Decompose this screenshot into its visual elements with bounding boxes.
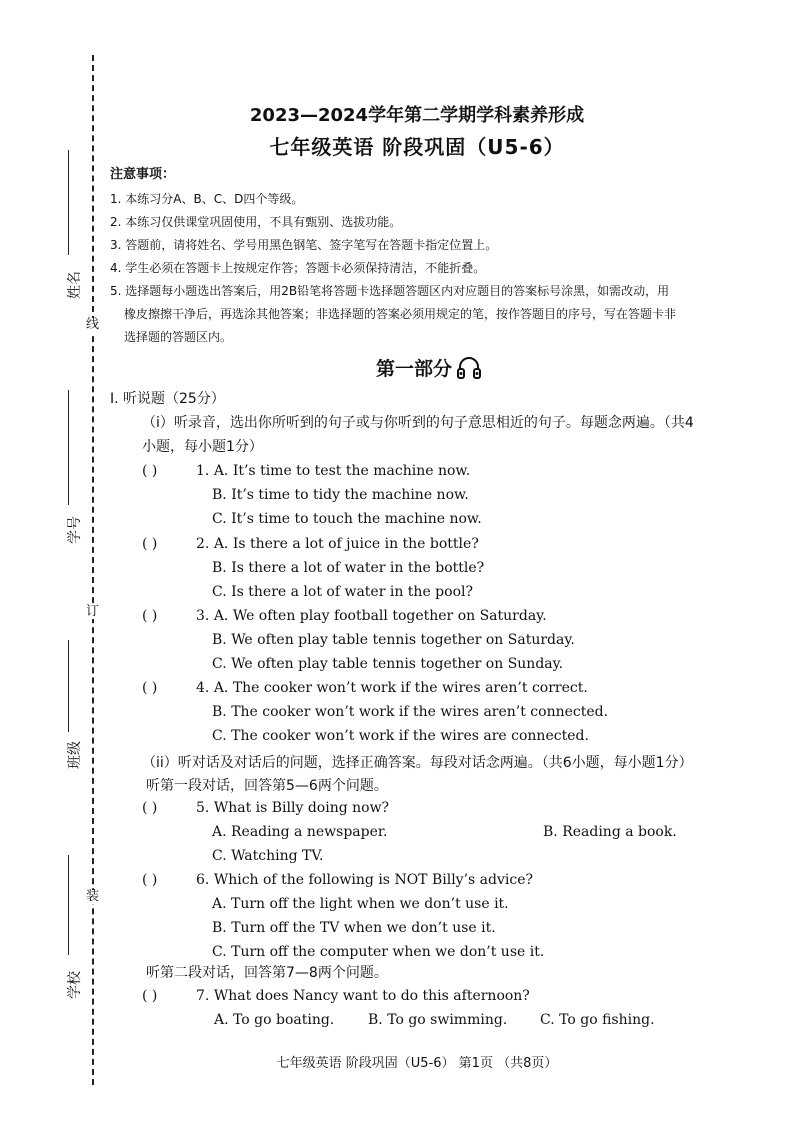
answer-blank[interactable]: ( )	[142, 608, 158, 624]
note-item: 3. 答题前，请将姓名、学号用黑色钢笔、签字笔写在答题卡指定位置上。	[110, 238, 498, 252]
option-b: B. It’s time to tidy the machine now.	[212, 487, 469, 503]
student-id-blank[interactable]	[68, 390, 69, 505]
option-c: C. It’s time to touch the machine now.	[212, 511, 482, 527]
option-c: C. We often play table tennis together on Sunday.	[212, 656, 564, 672]
part-one-title: 第一部分	[376, 358, 453, 380]
name-label: 姓名	[67, 271, 83, 299]
option-a: A. The cooker won’t work if the wires aren’t correct.	[213, 680, 588, 696]
exam-title-line1: 2023—2024学年第二学期学科素养形成	[249, 105, 585, 126]
sub-instruction-i: （i）听录音，选出你所听到的句子或与你听到的句子意思相近的句子。每题念两遍。（共4	[142, 415, 694, 431]
option-c: C. The cooker won’t work if the wires are connected.	[212, 728, 589, 744]
page-footer: 七年级英语 阶段巩固（U5-6） 第1页 （共8页）	[276, 1056, 558, 1071]
answer-blank[interactable]: ( )	[142, 463, 158, 479]
binding-mark-zhuang: 装	[86, 889, 100, 904]
answer-blank[interactable]: ( )	[142, 800, 158, 816]
answer-blank[interactable]: ( )	[142, 988, 158, 1004]
option-b: B. Reading a book.	[543, 824, 677, 840]
note-item: 5. 选择题每小题选出答案后，用2B铅笔将答题卡选择题答题区内对应题目的答案标号涂黑，如需改动，用	[110, 284, 670, 298]
binding-mark-line: 线	[86, 317, 100, 332]
question-7	[142, 988, 530, 1004]
question-2	[142, 536, 479, 552]
note-item: 4. 学生必须在答题卡上按规定作答；答题卡必须保持清洁，不能折叠。	[110, 261, 486, 275]
question-number: 5.	[196, 800, 210, 816]
class-field[interactable]	[52, 640, 82, 770]
exam-title-line2: 七年级英语 阶段巩固（U5-6）	[269, 135, 565, 159]
option-b: B. The cooker won’t work if the wires aren’t connected.	[212, 704, 609, 720]
sub-instruction-i-cont: 小题，每小题1分）	[142, 439, 263, 455]
question-3	[142, 608, 547, 624]
option-c: C. Watching TV.	[212, 848, 324, 864]
answer-blank[interactable]: ( )	[142, 680, 158, 696]
class-label: 班级	[67, 741, 83, 769]
sub-instruction-ii: （ii）听对话及对话后的问题，选择正确答案。每段对话念两遍。（共6小题，每小题1分）	[142, 755, 693, 771]
question-number: 3.	[196, 608, 210, 624]
question-4	[142, 680, 588, 696]
school-field[interactable]	[52, 855, 82, 1000]
student-id-label: 学号	[67, 516, 83, 544]
question-number: 4.	[196, 680, 210, 696]
question-number: 7.	[196, 988, 210, 1004]
headphones-icon	[456, 355, 482, 381]
question-6	[142, 872, 533, 888]
binding-dashed-line	[92, 55, 94, 1085]
option-c: C. Turn off the computer when we don’t use it.	[212, 944, 545, 960]
option-a: A. It’s time to test the machine now.	[213, 463, 471, 479]
question-number: 6.	[196, 872, 210, 888]
school-blank[interactable]	[68, 855, 69, 955]
option-a: A. Reading a newspaper.	[212, 824, 388, 840]
question-stem: What does Nancy want to do this afternoon?	[213, 988, 530, 1004]
name-field[interactable]	[52, 150, 82, 320]
note-item-continued: 选择题的答题区内。	[124, 330, 233, 344]
question-number: 2.	[196, 536, 210, 552]
school-label: 学校	[67, 971, 83, 999]
section-heading: Ⅰ. 听说题（25分）	[110, 391, 225, 407]
note-item: 2. 本练习仅供课堂巩固使用，不具有甄别、选拔功能。	[110, 215, 402, 229]
note-item: 1. 本练习分A、B、C、D四个等级。	[110, 192, 304, 206]
question-5	[142, 800, 389, 816]
binding-mark-ding: 订	[86, 604, 100, 619]
option-a: A. Is there a lot of juice in the bottle?	[213, 536, 479, 552]
student-id-field[interactable]	[52, 390, 82, 550]
option-b: B. Turn off the TV when we don’t use it.	[212, 920, 496, 936]
question-1	[142, 463, 470, 479]
part-one-heading	[376, 354, 482, 381]
question-stem: Which of the following is NOT Billy’s advice?	[213, 872, 533, 888]
option-a: A. Turn off the light when we don’t use it.	[212, 896, 509, 912]
option-a: A. To go boating.	[214, 1012, 335, 1028]
dialog-2-instruction: 听第二段对话，回答第7—8两个问题。	[146, 965, 388, 981]
answer-blank[interactable]: ( )	[142, 536, 158, 552]
dialog-1-instruction: 听第一段对话，回答第5—6两个问题。	[146, 778, 388, 794]
option-b: B. We often play table tennis together on Saturday.	[212, 632, 575, 648]
option-b: B. To go swimming.	[368, 1012, 508, 1028]
question-stem: What is Billy doing now?	[213, 800, 390, 816]
note-item-continued: 橡皮擦擦干净后，再选涂其他答案；非选择题的答案必须用规定的笔，按作答题目的序号，写在答题卡非	[124, 307, 677, 321]
answer-blank[interactable]: ( )	[142, 872, 158, 888]
option-b: B. Is there a lot of water in the bottle?	[212, 560, 485, 576]
class-blank[interactable]	[68, 640, 69, 732]
name-blank[interactable]	[68, 150, 69, 255]
notes-heading: 注意事项：	[110, 167, 176, 182]
option-a: A. We often play football together on Saturday.	[213, 608, 547, 624]
option-c: C. Is there a lot of water in the pool?	[212, 584, 473, 600]
notes-section	[110, 163, 750, 349]
option-c: C. To go fishing.	[540, 1012, 655, 1028]
question-number: 1.	[196, 463, 210, 479]
